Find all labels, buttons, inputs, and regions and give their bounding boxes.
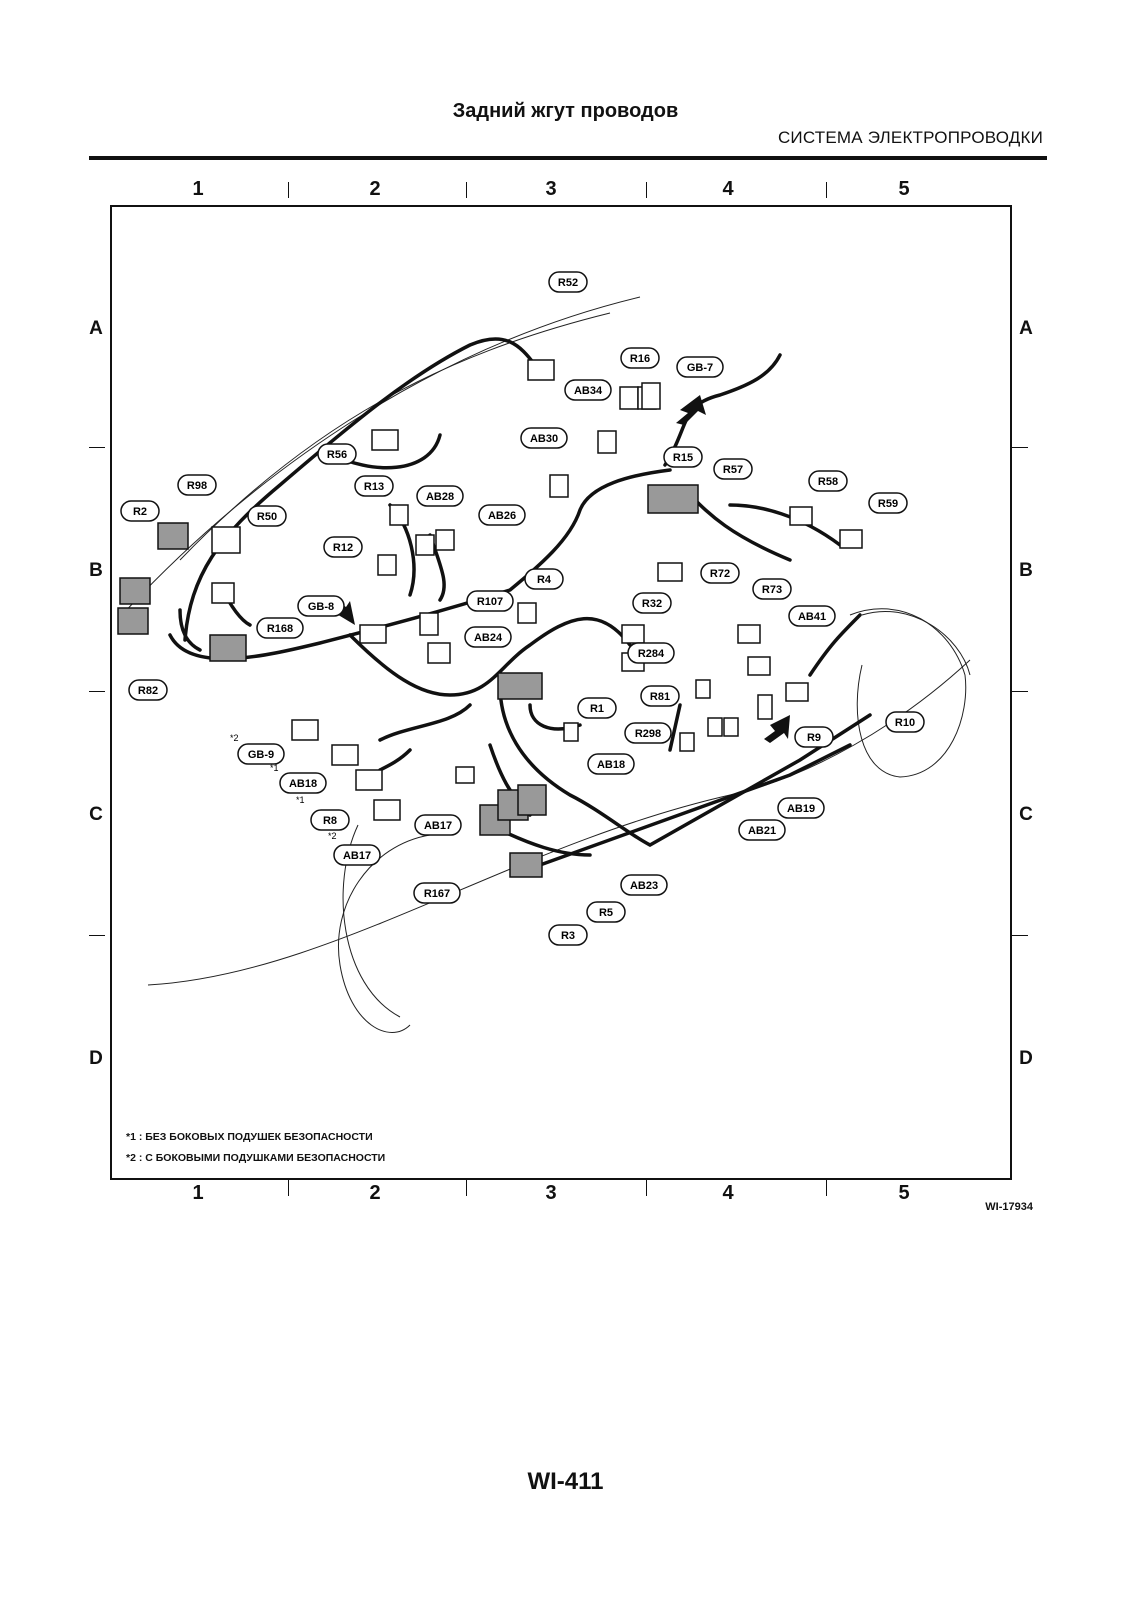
connector-label-r16 xyxy=(621,348,659,368)
connector-label-r168 xyxy=(257,618,303,638)
mark-ab17-bottom: *2 xyxy=(328,831,337,841)
connector-label-r1 xyxy=(578,698,616,718)
svg-text:R59: R59 xyxy=(877,498,899,510)
svg-text:R32: R32 xyxy=(641,598,663,610)
svg-text:AB17: AB17 xyxy=(342,850,372,862)
page-number: WI-411 xyxy=(527,1468,604,1495)
connector-label-r2 xyxy=(121,501,159,521)
connector-label-r13 xyxy=(355,476,393,496)
grid-tick xyxy=(646,182,647,198)
svg-text:R57: R57 xyxy=(722,464,744,476)
grid-tick xyxy=(1012,935,1028,936)
section-title: СИСТЕМА ЭЛЕКТРОПРОВОДКИ xyxy=(777,128,1043,147)
connector-label-r52 xyxy=(549,272,587,292)
svg-text:AB30: AB30 xyxy=(529,433,559,445)
svg-text:GB-7: GB-7 xyxy=(686,362,714,374)
svg-text:R15: R15 xyxy=(672,452,694,464)
connector-label-r3 xyxy=(549,925,587,945)
svg-text:R81: R81 xyxy=(649,691,671,703)
grid-col-top-2: 2 xyxy=(369,178,381,200)
connector-label-r284 xyxy=(628,643,674,663)
svg-text:R5: R5 xyxy=(598,907,614,919)
svg-text:R58: R58 xyxy=(817,476,839,488)
grid-col-top-3: 3 xyxy=(545,178,557,200)
connector-label-ab17 xyxy=(415,815,461,835)
svg-text:GB-9: GB-9 xyxy=(247,749,275,761)
figure-id: WI-17934 xyxy=(985,1201,1033,1213)
grid-col-bottom-1: 1 xyxy=(192,1182,204,1204)
svg-text:R10: R10 xyxy=(894,717,916,729)
connector-label-r9 xyxy=(795,727,833,747)
grid-row-left-a: A xyxy=(89,318,103,339)
grid-tick xyxy=(89,935,105,936)
connector-label-ab26 xyxy=(479,505,525,525)
connector-label-r32 xyxy=(633,593,671,613)
svg-text:R72: R72 xyxy=(709,568,731,580)
svg-text:R50: R50 xyxy=(256,511,278,523)
grid-col-bottom-4: 4 xyxy=(722,1182,734,1204)
svg-text:AB18: AB18 xyxy=(596,759,626,771)
arrow-gb7 xyxy=(676,395,706,425)
connector-label-r5 xyxy=(587,902,625,922)
footnote-1: *1 : БЕЗ БОКОВЫХ ПОДУШЕК БЕЗОПАСНОСТИ xyxy=(126,1131,373,1143)
connector-label-r12 xyxy=(324,537,362,557)
svg-text:AB26: AB26 xyxy=(487,510,517,522)
connector-label-r15 xyxy=(664,447,702,467)
grid-col-bottom-3: 3 xyxy=(545,1182,557,1204)
connector-label-ab30 xyxy=(521,428,567,448)
svg-text:R16: R16 xyxy=(629,353,651,365)
grid-col-top-5: 5 xyxy=(898,178,910,200)
svg-text:R168: R168 xyxy=(266,623,294,635)
svg-text:AB18: AB18 xyxy=(288,778,318,790)
grid-tick xyxy=(646,1180,647,1196)
grid-tick xyxy=(1012,447,1028,448)
grid-row-left-b: B xyxy=(89,560,103,581)
grid-tick xyxy=(1012,691,1028,692)
svg-text:R13: R13 xyxy=(363,481,385,493)
connector-label-r298 xyxy=(625,723,671,743)
grid-row-left-c: C xyxy=(89,804,103,825)
svg-text:R107: R107 xyxy=(476,596,504,608)
svg-text:R298: R298 xyxy=(634,728,662,740)
svg-text:GB-8: GB-8 xyxy=(307,601,335,613)
svg-text:AB34: AB34 xyxy=(573,385,603,397)
svg-text:R3: R3 xyxy=(560,930,576,942)
connector-label-ab24 xyxy=(465,627,511,647)
svg-text:R1: R1 xyxy=(589,703,605,715)
header-rule xyxy=(89,156,1047,160)
grid-row-right-d: D xyxy=(1019,1048,1033,1069)
connector-label-ab18 xyxy=(280,773,326,793)
grid-tick xyxy=(89,447,105,448)
grid-row-right-a: A xyxy=(1019,318,1033,339)
svg-text:R284: R284 xyxy=(637,648,665,660)
connector-label-r73 xyxy=(753,579,791,599)
mark-ab17-top: *1 xyxy=(296,795,305,805)
svg-text:R73: R73 xyxy=(761,584,783,596)
connector-label-r58 xyxy=(809,471,847,491)
connector-label-ab41 xyxy=(789,606,835,626)
footnotes xyxy=(126,1127,385,1169)
connector-label-r50 xyxy=(248,506,286,526)
connector-label-r59 xyxy=(869,493,907,513)
grid-col-bottom-2: 2 xyxy=(369,1182,381,1204)
connector-label-r56 xyxy=(318,444,356,464)
grid-tick xyxy=(89,691,105,692)
grid-col-top-1: 1 xyxy=(192,178,204,200)
connector-label-ab17 xyxy=(334,845,380,865)
svg-text:AB21: AB21 xyxy=(747,825,777,837)
svg-text:AB19: AB19 xyxy=(786,803,816,815)
connector-label-r10 xyxy=(886,712,924,732)
svg-text:R9: R9 xyxy=(806,732,822,744)
grid-row-right-b: B xyxy=(1019,560,1033,581)
svg-text:AB41: AB41 xyxy=(797,611,827,623)
wiring-diagram xyxy=(110,205,1012,1180)
connector-label-gb-7 xyxy=(677,357,723,377)
connector-label-r8 xyxy=(311,810,349,830)
connector-label-r167 xyxy=(414,883,460,903)
svg-text:R167: R167 xyxy=(423,888,451,900)
connector-label-r98 xyxy=(178,475,216,495)
svg-text:AB17: AB17 xyxy=(423,820,453,832)
connector-label-r72 xyxy=(701,563,739,583)
grid-col-top-4: 4 xyxy=(722,178,734,200)
grid-tick xyxy=(288,182,289,198)
grid-tick xyxy=(826,182,827,198)
connector-label-ab18 xyxy=(588,754,634,774)
svg-text:R4: R4 xyxy=(536,574,552,586)
grid-row-left-d: D xyxy=(89,1048,103,1069)
grid-row-right-c: C xyxy=(1019,804,1033,825)
car-body-outline xyxy=(120,297,970,1033)
connector-label-r82 xyxy=(129,680,167,700)
grid-tick xyxy=(288,1180,289,1196)
connector-label-ab34 xyxy=(565,380,611,400)
svg-text:AB23: AB23 xyxy=(629,880,659,892)
connector-label-gb-8 xyxy=(298,596,344,616)
grid-tick xyxy=(826,1180,827,1196)
connector-label-ab21 xyxy=(739,820,785,840)
connector-label-ab19 xyxy=(778,798,824,818)
svg-text:AB28: AB28 xyxy=(425,491,455,503)
connector-label-r107 xyxy=(467,591,513,611)
svg-text:R82: R82 xyxy=(137,685,159,697)
mark-ab18-top: *2 xyxy=(230,733,239,743)
connector-label-r81 xyxy=(641,686,679,706)
connector-label-gb-9 xyxy=(238,744,284,764)
svg-text:R52: R52 xyxy=(557,277,579,289)
connector-bodies xyxy=(118,360,862,877)
svg-text:AB24: AB24 xyxy=(473,632,503,644)
svg-text:R56: R56 xyxy=(326,449,348,461)
grid-col-bottom-5: 5 xyxy=(898,1182,910,1204)
grid-tick xyxy=(466,182,467,198)
connector-label-r57 xyxy=(714,459,752,479)
grid-tick xyxy=(466,1180,467,1196)
mark-ab18-bottom: *1 xyxy=(270,763,279,773)
connector-label-ab28 xyxy=(417,486,463,506)
svg-text:R12: R12 xyxy=(332,542,354,554)
svg-text:R98: R98 xyxy=(186,480,208,492)
svg-text:R8: R8 xyxy=(322,815,338,827)
footnote-2: *2 : С БОКОВЫМИ ПОДУШКАМИ БЕЗОПАСНОСТИ xyxy=(126,1152,386,1164)
connector-label-ab23 xyxy=(621,875,667,895)
svg-text:R2: R2 xyxy=(132,506,148,518)
page-title: Задний жгут проводов xyxy=(452,100,679,122)
connector-label-r4 xyxy=(525,569,563,589)
